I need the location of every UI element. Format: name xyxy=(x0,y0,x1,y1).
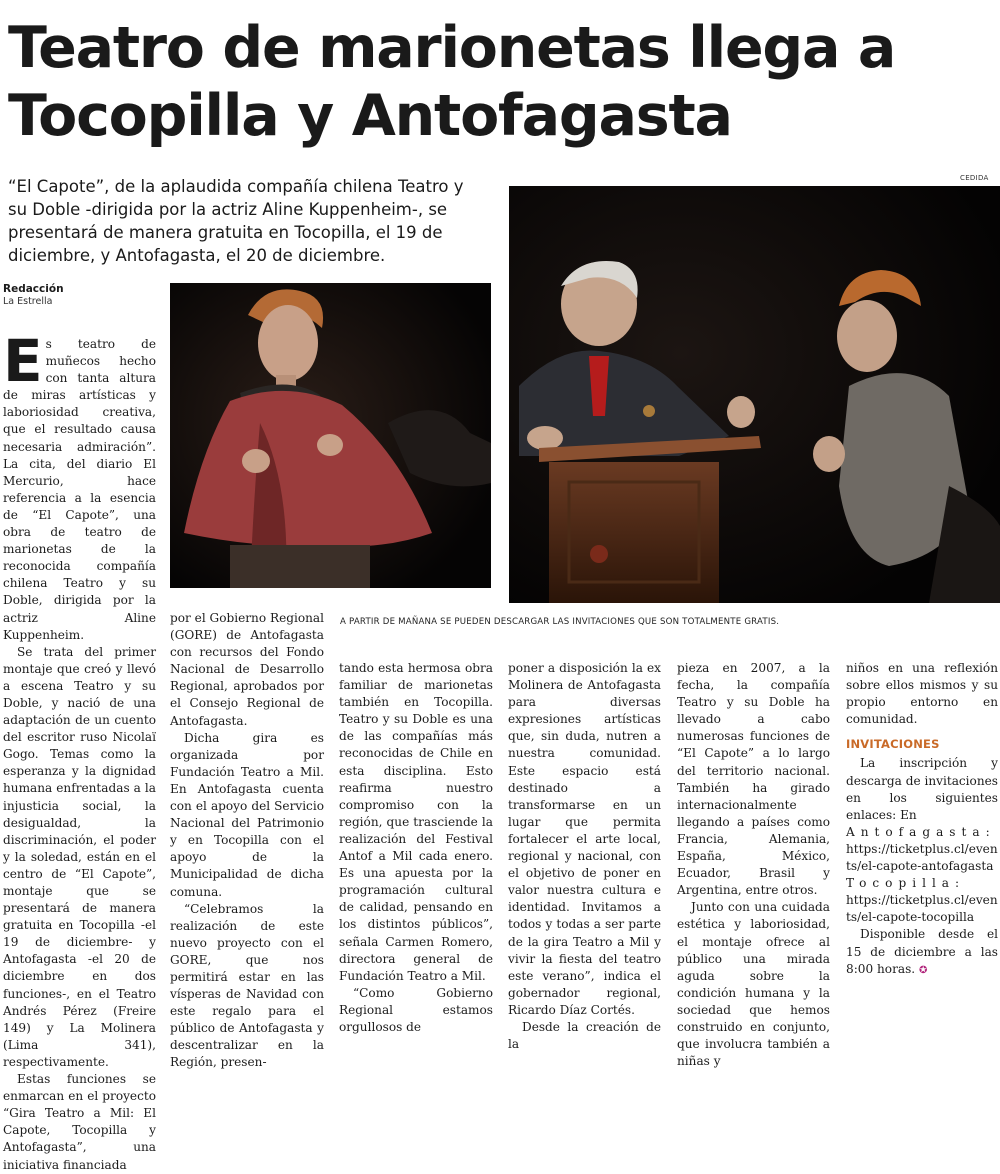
article-column-2 xyxy=(170,610,324,1072)
article-column-3 xyxy=(339,660,493,1036)
paragraph: poner a disposición la ex Molinera de Antofagasta para diversas expresiones artísticas que, sin duda, nutren a nuestra comunidad. Este espacio está destinado a transformarse en un lugar que permita fortalecer el arte local, regional y nacional, con el objetivo de poner en valor nuestra cultura e identidad. Invitamos a todos y todas a ser parte de la gira Teatro a Mil y vivir la fiesta del teatro este verano”, indica el gobernador regional, Ricardo Díaz Cortés. xyxy=(508,661,661,1017)
paragraph: Junto con una cuidada estética y laboriosidad, el montaje ofrece al público una mirada aguda sobre la condición humana y la sociedad que hemos construido en conjunto, que involucra también a niñas y xyxy=(677,900,830,1069)
paragraph-intro: s teatro de muñecos hecho con tanta altura de miras artísticas y laboriosidad creativa, que el resultado causa necesaria admiración”. La cita, del diario El Mercurio, hace referencia a la esencia de “El Capote”, una obra de teatro de marionetas de la reconocida compañía chilena Teatro y su Doble, dirigida por la actriz Aline Kuppenheim. xyxy=(3,337,156,642)
end-mark-icon: ✪ xyxy=(918,964,928,976)
article-column-1 xyxy=(3,327,156,1174)
headline xyxy=(8,14,993,150)
paragraph: niños en una reflexión sobre ellos mismos y su propio entorno en comunidad. xyxy=(846,661,998,727)
headline-line-1: Teatro de marionetas llega a xyxy=(8,15,896,81)
byline-author: Redacción xyxy=(3,283,64,295)
paragraph: por el Gobierno Regional (GORE) de Antofagasta con recursos del Fondo Nacional de Desarrollo Regional, aprobados por el Consejo Regional de Antofagasta. xyxy=(170,611,324,728)
article-column-4 xyxy=(508,660,661,1053)
link-url-tocopilla[interactable]: https://ticketplus.cl/events/el-capote-tocopilla xyxy=(846,893,998,925)
link-url-antofagasta[interactable]: https://ticketplus.cl/events/el-capote-antofagasta xyxy=(846,841,998,874)
paragraph: tando esta hermosa obra familiar de marionetas también en Tocopilla. Teatro y su Doble es una de las compañías más reconocidas de Chile en esta disciplina. Esto reafirma nuestro compromiso con la región, que trasciende la realización del Festival Antof a Mil cada enero. Es una apuesta por la programación cultural de calidad, pensando en los distintos públicos”, señala Carmen Romero, directora general de Fundación Teatro a Mil. xyxy=(339,661,493,983)
section-subhead: INVITACIONES xyxy=(846,737,940,752)
paragraph: “Como Gobierno Regional estamos orgullosos de xyxy=(339,985,493,1034)
marionettes-podium-illustration xyxy=(509,186,1000,603)
dropcap-letter: E xyxy=(3,327,43,395)
lead-paragraph: “El Capote”, de la aplaudida compañía chilena Teatro y su Doble -dirigida por la actriz Aline Kuppenheim-, se presentará de manera gratuita en Tocopilla, el 19 de diciembre, y Antofagasta, el 20 de diciembre. xyxy=(8,177,464,265)
paragraph: “Celebramos la realización de este nuevo proyecto con el GORE, que nos permitirá estar en las vísperas de Navidad con este regalo para el público de Antofagasta y descentralizar en la Región, presen- xyxy=(170,901,324,1070)
paragraph: Disponible desde el 15 de diciembre a las 8:00 horas. xyxy=(846,927,998,976)
paragraph: Estas funciones se enmarcan en el proyecto “Gira Teatro a Mil: El Capote, Tocopilla y Antofagasta”, una iniciativa financiada xyxy=(3,1072,156,1172)
article-column-6 xyxy=(846,660,998,979)
paragraph: Desde la creación de la xyxy=(508,1019,661,1052)
byline-publication: La Estrella xyxy=(3,296,53,307)
paragraph: Se trata del primer montaje que creó y llevó a escena Teatro y su Doble, y nació de una adaptación de un cuento del escritor ruso Nicolaï Gogo. Temas como la esperanza y la dignidad humana enfrentadas a la injusticia social, la desigualdad, la discriminación, el poder y la soledad, están en el centro de “El Capote”, montaje que se presentará de manera gratuita en Tocopilla -el 19 de diciembre- y Antofagasta -el 20 de diciembre en dos funciones-, en el Teatro Andrés Pérez (Freire 149) y La Molinera (Lima 341), respectivamente. xyxy=(3,644,156,1069)
headline-line-2: Tocopilla y Antofagasta xyxy=(8,83,732,149)
link-label-tocopilla: Tocopilla: xyxy=(846,876,966,891)
article-column-5 xyxy=(677,660,830,1070)
link-label-antofagasta: Antofagasta: xyxy=(846,824,996,839)
marionette-cape-illustration xyxy=(170,283,491,588)
marionette-photo-podium xyxy=(509,186,1000,603)
paragraph: La inscripción y descarga de invitaciones en los siguientes enlaces: En xyxy=(846,756,998,822)
photo-credit: CEDIDA xyxy=(960,174,989,182)
byline xyxy=(3,283,64,308)
paragraph: pieza en 2007, a la fecha, la compañía Teatro y su Doble ha llevado a cabo numerosas funciones de “El Capote” a lo largo del territorio nacional. También ha girado internacionalmente llegando a países como Francia, Alemania, España, México, Ecuador, Brasil y Argentina, entre otros. xyxy=(677,661,830,898)
marionette-photo-cape xyxy=(170,283,491,588)
photo-caption: A PARTIR DE MAÑANA SE PUEDEN DESCARGAR LAS INVITACIONES QUE SON TOTALMENTE GRATIS. xyxy=(340,617,780,627)
paragraph: Dicha gira es organizada por Fundación Teatro a Mil. En Antofagasta cuenta con el apoyo del Servicio Nacional del Patrimonio y en Tocopilla con el apoyo de la Municipalidad de dicha comuna. xyxy=(170,730,324,899)
